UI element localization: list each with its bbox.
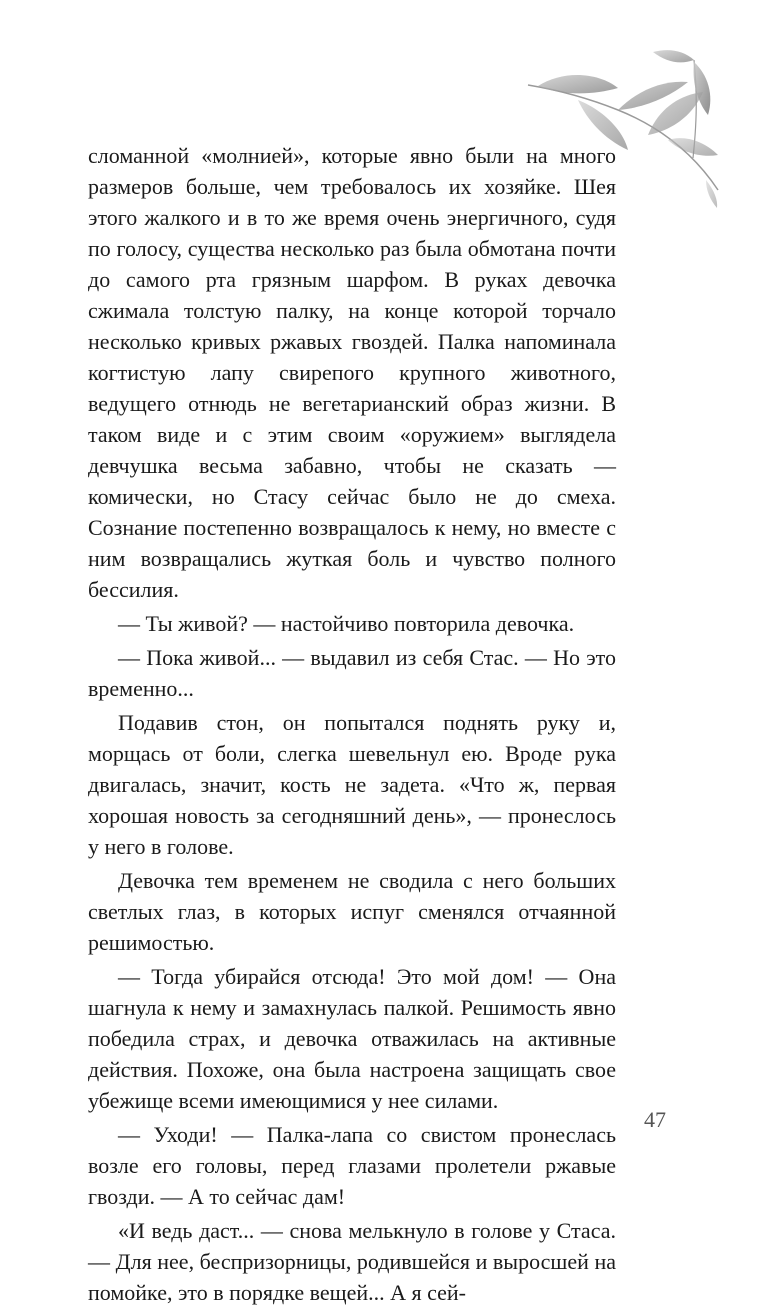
paragraph: сломанной «молнией», которые явно были на много размеров больше, чем требовалось их хозяйке. Шея этого жалкого и в то же время очень энергичного, судя по голосу, существа несколько раз была обмотана почти до самого рта грязным шарфом. В руках девочка сжимала толстую палку, на конце которой торчало несколько кривых ржавых гвоздей. Палка напоминала когтистую лапу свирепого крупного животного, ведущего отнюдь не вегетарианский образ жизни. В таком виде и с этим своим «оружием» выглядела девчушка весьма забавно, чтобы не сказать — комически, но Стасу сейчас было не до смеха. Сознание постепенно возвращалось к нему, но вместе с ним возвращались жуткая боль и чувство полного бессилия. [88, 143, 616, 602]
body-text [88, 140, 616, 1311]
paragraph: — Тогда убирайся отсюда! Это мой дом! — Она шагнула к нему и замахнулась палкой. Решимость явно победила страх, и девочка отважилась на активные действия. Похоже, она была настроена защищать свое убежище всеми имеющимися у нее силами. [88, 964, 616, 1113]
paragraph: «И ведь даст... — снова мелькнуло в голове у Стаса. — Для нее, беспризорницы, родившейся и выросшей на помойке, это в порядке вещей... А я сей- [88, 1218, 616, 1305]
page-number: 47 [644, 1107, 666, 1132]
paragraph: — Пока живой... — выдавил из себя Стас. — Но это временно... [88, 645, 616, 701]
paragraph: Девочка тем временем не сводила с него больших светлых глаз, в которых испуг сменялся отчаянной решимостью. [88, 868, 616, 955]
paragraph: — Уходи! — Палка-лапа со свистом пронеслась возле его головы, перед глазами пролетели ржавые гвозди. — А то сейчас дам! [88, 1122, 616, 1209]
paragraph: — Ты живой? — настойчиво повторила девочка. [118, 611, 575, 636]
paragraph: Подавив стон, он попытался поднять руку и, морщась от боли, слегка шевельнул ею. Вроде рука двигалась, значит, кость не задета. «Что ж, первая хорошая новость за сегодняшний день», — пронеслось у него в голове. [88, 710, 616, 859]
